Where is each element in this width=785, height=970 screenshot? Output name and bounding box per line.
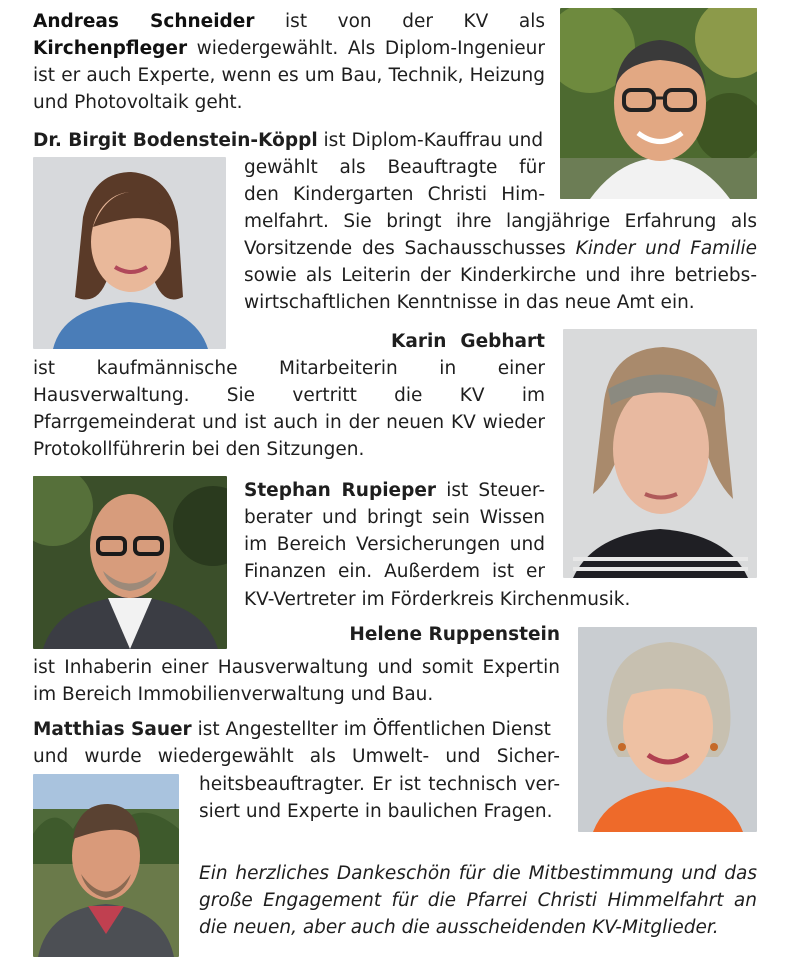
text-line: melfahrt. Sie bringt ihre langjährige Erfahrung als <box>244 211 757 232</box>
member-sauer-intro: Matthias Sauer ist Angestellter im Öffentlichen Dienst <box>33 719 551 740</box>
text-line: Vorsitzende des Sachausschusses Kinder und Familie <box>244 238 757 259</box>
member-gebhart-name <box>391 328 545 355</box>
member-name: Stephan Rupieper <box>244 480 436 501</box>
text-line: Finanzen ein. Außerdem ist er <box>244 561 545 582</box>
thanks-paragraph: Ein herzliches Dankeschön für die Mitbestimmung und das große Engagement für die Pfarrei Christi Himmelfahrt an die neuen, aber auch die ausscheidenden KV-Mitglieder. <box>199 863 757 938</box>
text-line: heitsbeauftragter. Er ist technisch ver- <box>199 774 560 795</box>
photo-andreas-schneider <box>560 8 757 199</box>
member-last-name: Gebhart <box>460 331 545 352</box>
member-name: Matthias Sauer <box>33 719 192 740</box>
photo-helene-ruppenstein <box>578 627 757 832</box>
photo-birgit-bodenstein-koeppl <box>33 157 226 349</box>
member-gebhart-paragraph: ist kaufmännische Mitarbeiterin in einer Hausverwaltung. Sie vertritt die KV im Pfarrgemeinderat und ist auch in der neuen KV wieder Protokollführerin bei den Sitzungen. <box>33 358 545 460</box>
member-first-name: Karin <box>391 331 447 352</box>
text-line: gewählt als Beauftragte für <box>244 157 545 178</box>
photo-karin-gebhart <box>563 329 757 578</box>
text-line: im Bereich Versicherungen und <box>244 534 545 555</box>
member-bodenstein-intro: Dr. Birgit Bodenstein-Köppl ist Diplom-Kauffrau und <box>33 130 544 151</box>
text-line: sowie als Leiterin der Kinderkirche und ihre betriebs- <box>244 265 757 286</box>
member-ruppenstein-name: Helene Ruppenstein <box>349 624 560 645</box>
member-schneider-paragraph: Andreas Schneider ist von der KV als Kirchenpfleger wiedergewählt. Als Diplom-Ingenieur ist er auch Experte, wenn es um Bau, Technik, Heizung und Photovoltaik geht. <box>33 11 545 113</box>
text-line: den Kindergarten Christi Him- <box>244 184 545 205</box>
text-line: KV-Vertreter im Förderkreis Kirchenmusik. <box>244 589 631 610</box>
member-rupieper-intro: Stephan Rupieper ist Steuer- <box>244 480 545 501</box>
photo-matthias-sauer <box>33 774 179 957</box>
member-name: Dr. Birgit Bodenstein-Köppl <box>33 130 318 151</box>
member-name: Andreas Schneider <box>33 11 255 32</box>
member-role: Kirchenpfleger <box>33 38 188 59</box>
member-ruppenstein-paragraph: ist Inhaberin einer Hausverwaltung und somit Expertin im Bereich Immobilienverwaltung und Bau. <box>33 657 560 705</box>
text-line: siert und Experte in baulichen Fragen. <box>199 801 553 822</box>
text-line: wirtschaftlichen Kenntnisse in das neue Amt ein. <box>244 292 695 313</box>
text-line: und wurde wiedergewählt als Umwelt- und Sicher- <box>33 746 560 767</box>
text-line: berater und bringt sein Wissen <box>244 507 545 528</box>
